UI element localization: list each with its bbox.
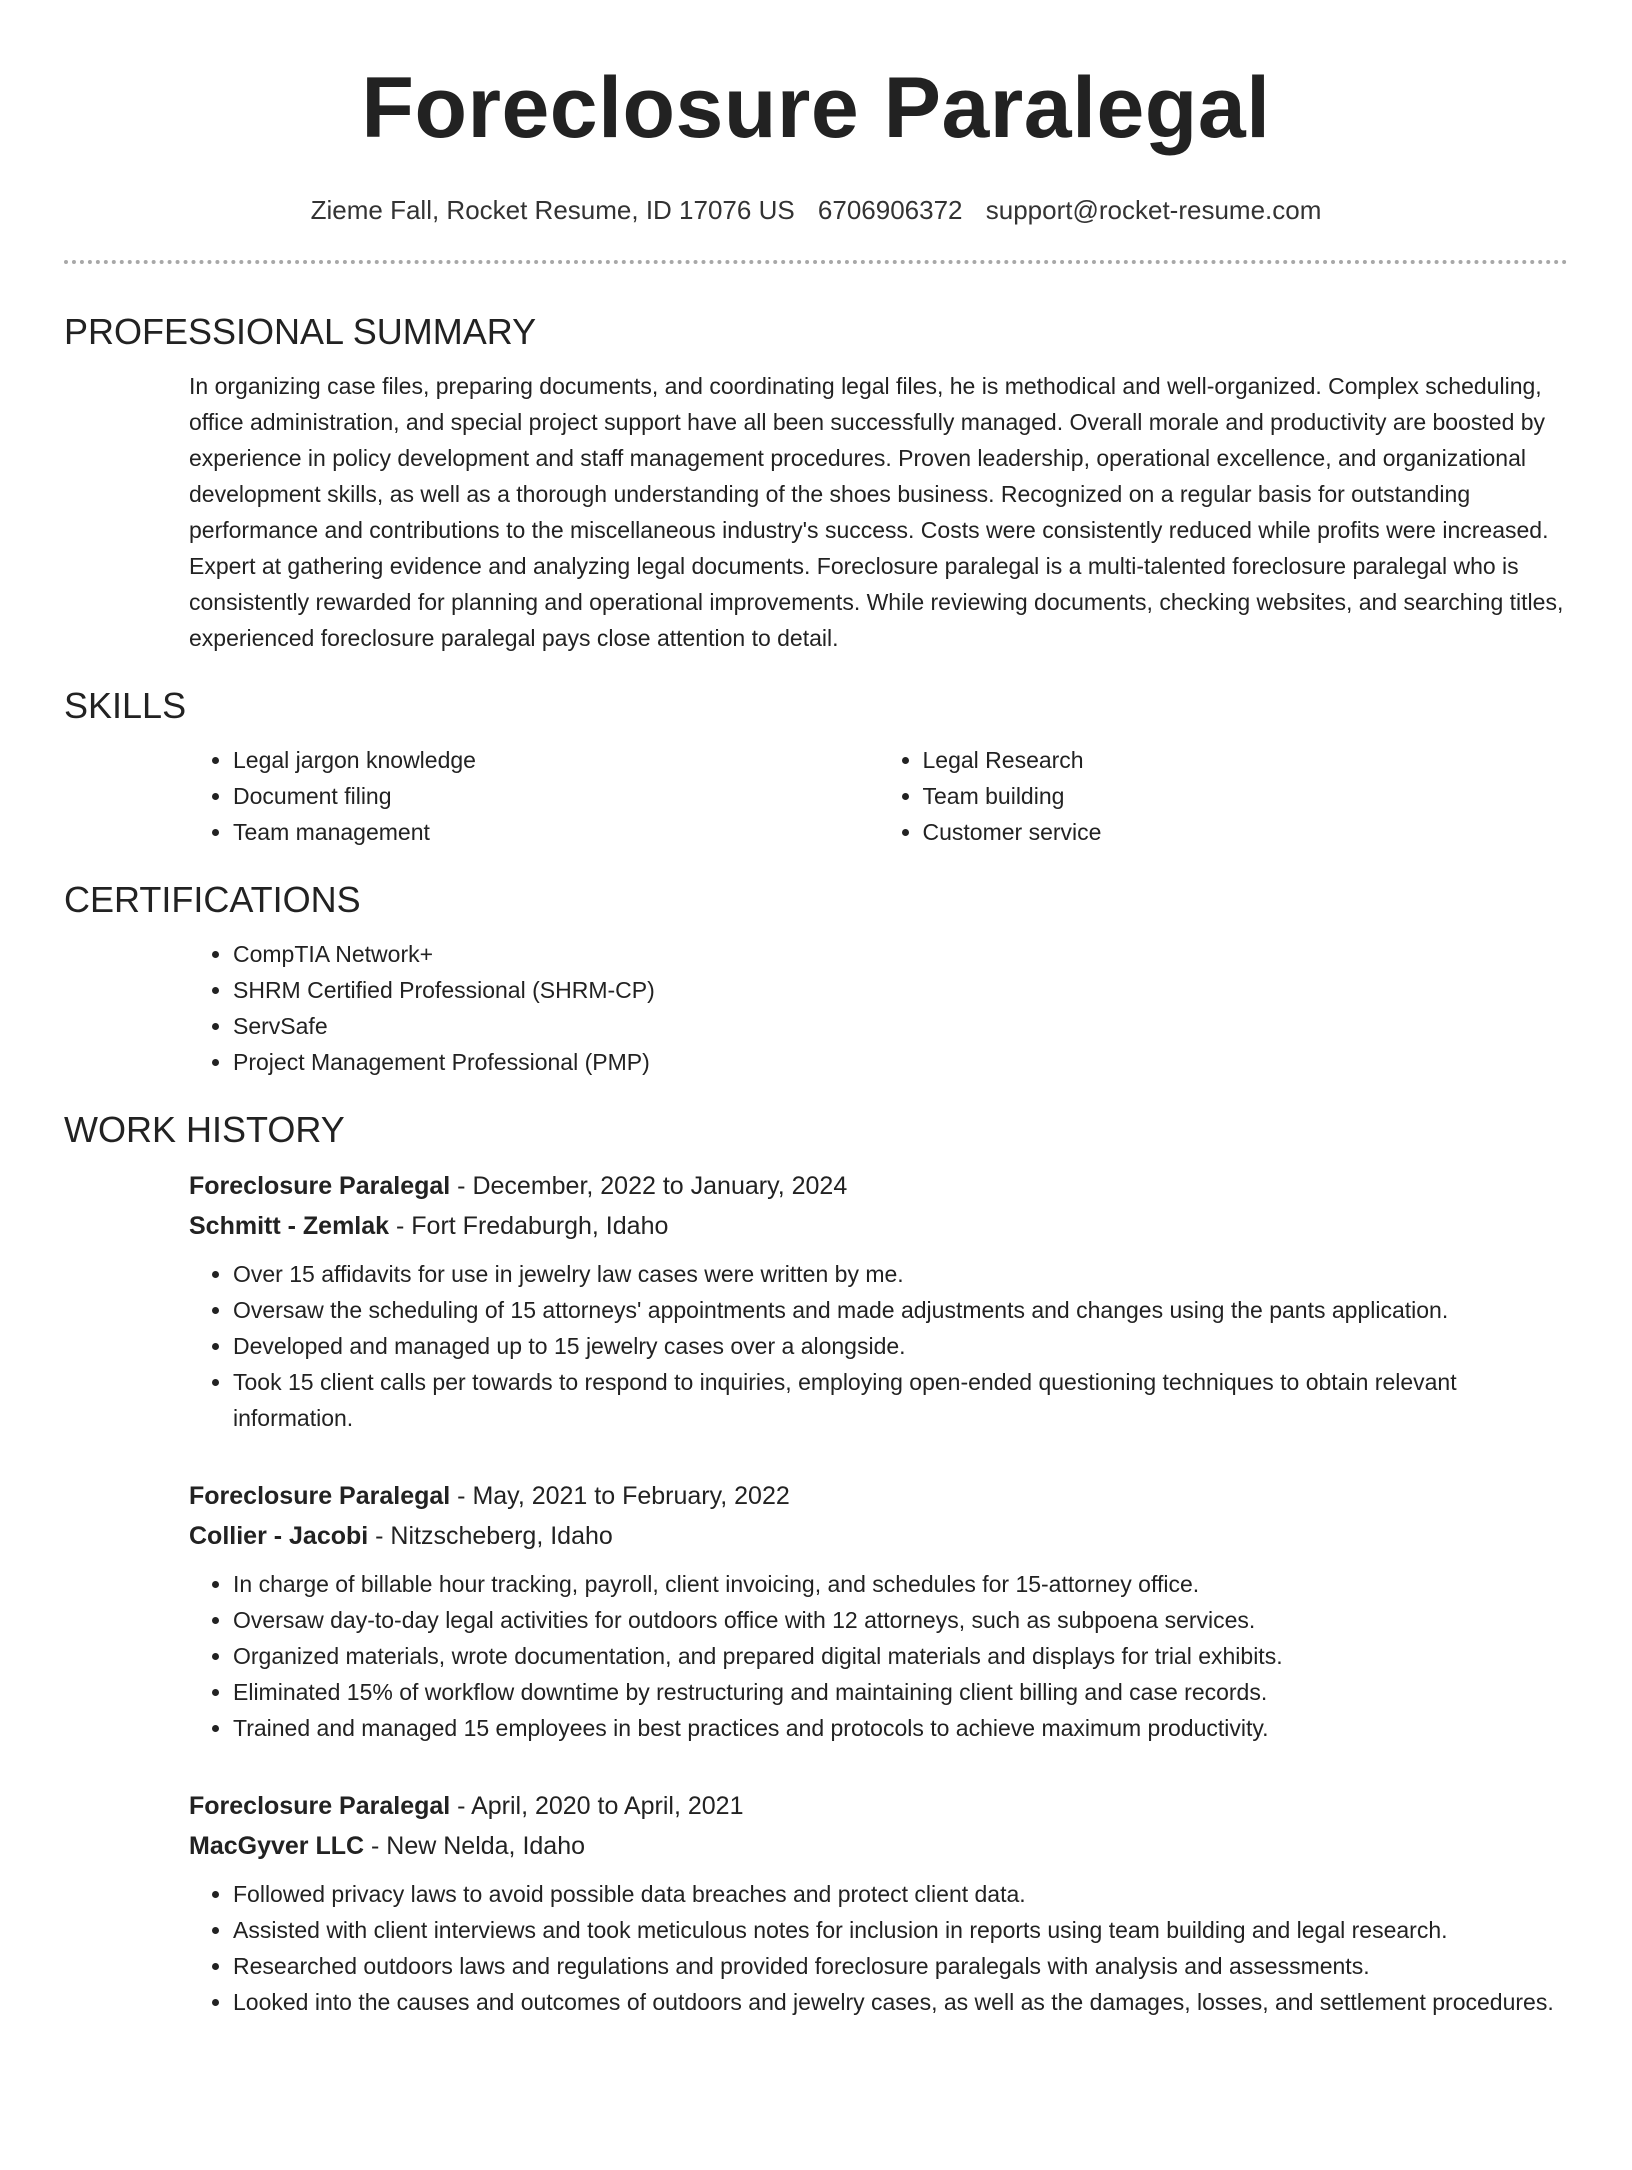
- job-entry: [189, 1166, 1568, 1436]
- job-bullet: • Looked into the causes and outcomes of outdoors and jewelry cases, as well as the damages, losses, and settlement procedures.: [233, 1984, 1568, 2020]
- job-bullet: • Oversaw day-to-day legal activities for outdoors office with 12 attorneys, such as subpoena services.: [233, 1602, 1568, 1638]
- certification-item: • SHRM Certified Professional (SHRM-CP): [233, 972, 1568, 1008]
- resume-page: [0, 58, 1632, 2020]
- job-dates: - April, 2020 to April, 2021: [450, 1792, 744, 1820]
- job-bullet: • Eliminated 15% of workflow downtime by restructuring and maintaining client billing and case records.: [233, 1674, 1568, 1710]
- job-bullets: [189, 1566, 1568, 1746]
- skill-item: • Customer service: [923, 814, 1569, 850]
- job-company: MacGyver LLC: [189, 1832, 365, 1860]
- job-bullet: • Researched outdoors laws and regulations and provided foreclosure paralegals with analysis and assessments.: [233, 1948, 1568, 1984]
- job-bullet: • Developed and managed up to 15 jewelry cases over a alongside.: [233, 1328, 1568, 1364]
- summary-text: In organizing case files, preparing documents, and coordinating legal files, he is methodical and well-organized. Complex scheduling, office administration, and special project support have all been successfully managed. Overall morale and productivity are boosted by experience in policy development and staff management procedures. Proven leadership, operational excellence, and organizational development skills, as well as a thorough understanding of the shoes business. Recognized on a regular basis for outstanding performance and contributions to the miscellaneous industry's success. Costs were consistently reduced while profits were increased. Expert at gathering evidence and analyzing legal documents. Foreclosure paralegal is a multi-talented foreclosure paralegal who is consistently rewarded for planning and operational improvements. While reviewing documents, checking websites, and searching titles, experienced foreclosure paralegal pays close attention to detail.: [189, 373, 1564, 651]
- job-dates: - May, 2021 to February, 2022: [450, 1482, 790, 1510]
- job-bullet: • Trained and managed 15 employees in best practices and protocols to achieve maximum productivity.: [233, 1710, 1568, 1746]
- summary-title: PROFESSIONAL SUMMARY: [64, 311, 537, 352]
- contact-address: Zieme Fall, Rocket Resume, ID 17076 US: [310, 195, 795, 225]
- certification-item: • CompTIA Network+: [233, 936, 1568, 972]
- job-company: Schmitt - Zemlak: [189, 1212, 390, 1240]
- job-bullet: • Oversaw the scheduling of 15 attorneys' appointments and made adjustments and changes using the pants application.: [233, 1292, 1568, 1328]
- job-bullets: [189, 1876, 1568, 2020]
- skills-list-right: [879, 742, 1569, 850]
- certifications-section: [64, 878, 1568, 1080]
- job-entry: [189, 1786, 1568, 2020]
- job-location: - Nitzscheberg, Idaho: [368, 1522, 613, 1550]
- certifications-title: CERTIFICATIONS: [64, 879, 361, 920]
- job-role: Foreclosure Paralegal: [189, 1172, 451, 1200]
- skill-item: • Document filing: [233, 778, 879, 814]
- job-role: Foreclosure Paralegal: [189, 1482, 451, 1510]
- job-dates: - December, 2022 to January, 2024: [450, 1172, 848, 1200]
- job-location: - New Nelda, Idaho: [364, 1832, 586, 1860]
- certifications-list: [189, 936, 1568, 1080]
- job-location: - Fort Fredaburgh, Idaho: [389, 1212, 669, 1240]
- job-title-line: [189, 1476, 1568, 1516]
- job-bullet: • Assisted with client interviews and took meticulous notes for inclusion in reports using team building and legal research.: [233, 1912, 1568, 1948]
- contact-email: support@rocket-resume.com: [985, 195, 1322, 225]
- job-bullet: • Took 15 client calls per towards to respond to inquiries, employing open-ended questioning techniques to obtain relevant information.: [233, 1364, 1568, 1436]
- skills-list-left: [189, 742, 879, 850]
- skill-item: • Team building: [923, 778, 1569, 814]
- contact-line: [64, 194, 1568, 226]
- job-company: Collier - Jacobi: [189, 1522, 369, 1550]
- skills-title: SKILLS: [64, 685, 187, 726]
- job-bullet: • Over 15 affidavits for use in jewelry law cases were written by me.: [233, 1256, 1568, 1292]
- job-entry: [189, 1476, 1568, 1746]
- summary-section: [64, 310, 1568, 656]
- job-company-line: [189, 1826, 1568, 1866]
- job-bullet: • Organized materials, wrote documentation, and prepared digital materials and displays for trial exhibits.: [233, 1638, 1568, 1674]
- job-role: Foreclosure Paralegal: [189, 1792, 451, 1820]
- work-history-section: [64, 1108, 1568, 2020]
- job-bullet: • In charge of billable hour tracking, payroll, client invoicing, and schedules for 15-attorney office.: [233, 1566, 1568, 1602]
- job-company-line: [189, 1516, 1568, 1556]
- skill-item: • Team management: [233, 814, 879, 850]
- contact-phone: 6706906372: [817, 195, 963, 225]
- header-divider: [64, 260, 1568, 264]
- job-bullets: [189, 1256, 1568, 1436]
- job-company-line: [189, 1206, 1568, 1246]
- skill-item: • Legal Research: [923, 742, 1569, 778]
- certification-item: • ServSafe: [233, 1008, 1568, 1044]
- work-history-title: WORK HISTORY: [64, 1109, 345, 1150]
- certification-item: • Project Management Professional (PMP): [233, 1044, 1568, 1080]
- job-bullet: • Followed privacy laws to avoid possible data breaches and protect client data.: [233, 1876, 1568, 1912]
- skills-section: [64, 684, 1568, 850]
- job-title-line: [189, 1786, 1568, 1826]
- skill-item: • Legal jargon knowledge: [233, 742, 879, 778]
- job-title-line: [189, 1166, 1568, 1206]
- candidate-name: Foreclosure Paralegal: [361, 60, 1271, 156]
